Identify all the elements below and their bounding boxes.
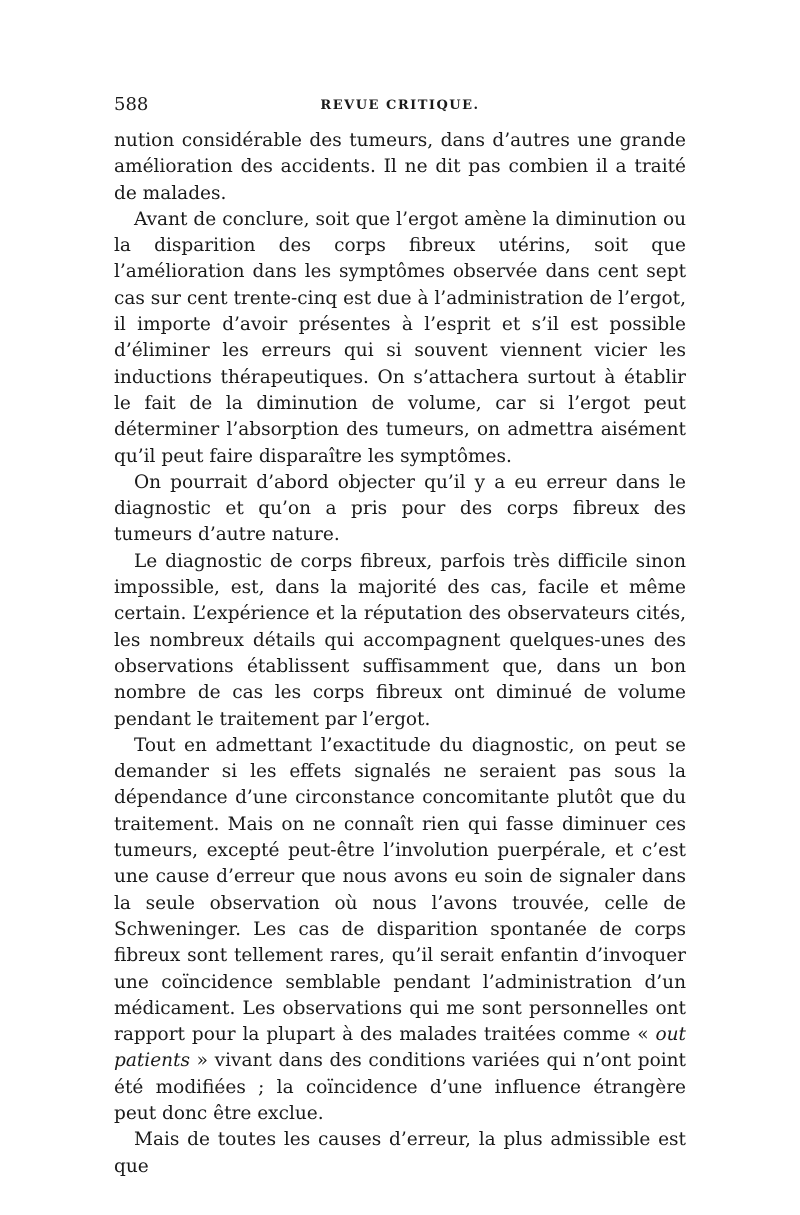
document-page: [114, 92, 686, 1180]
paragraph-5-text-after: » vivant dans des conditions variées qui n’ont point été modifiées ; la coïncidence d’une influence étrangère peut donc être exclue.: [114, 1050, 686, 1124]
running-title: REVUE CRITIQUE.: [320, 98, 480, 113]
paragraph-2-text: Avant de conclure, soit que l’ergot amène la diminution ou la disparition des corps fibreux utérins, soit que l’amélioration dans les symptômes observée dans cent sept cas sur cent trente-cinq est due à l’administration de l’ergot, il importe d’avoir présentes à l’esprit et s’il est possible d’éliminer les erreurs qui si souvent viennent vicier les inductions thérapeutiques. On s’attachera surtout à établir le fait de la diminution de volume, car si l’ergot peut déterminer l’absorption des tumeurs, on admettra aisément qu’il peut faire disparaître les symptômes.: [114, 208, 686, 467]
paragraph-6-text: Mais de toutes les causes d’erreur, la plus admissible est que: [114, 1129, 686, 1177]
paragraph-6: [114, 1127, 686, 1180]
paragraph-4-text: Le diagnostic de corps fibreux, parfois très difficile sinon impossible, est, dans la majorité des cas, facile et même certain. L’expérience et la réputation des observateurs cités, les nombreux détails qui accompagnent quelques-unes des observations établissent suffisamment que, dans un bon nombre de cas les corps fibreux ont diminué de volume pendant le traitement par l’ergot.: [114, 550, 686, 730]
paragraph-4: [114, 549, 686, 733]
paragraph-2: [114, 207, 686, 470]
paragraph-5: [114, 733, 686, 1127]
paragraph-5-italic-term: out patients: [114, 1024, 686, 1072]
paragraph-3: [114, 470, 686, 549]
page-number: 588: [114, 94, 149, 115]
running-head: [114, 92, 686, 122]
paragraph-5-text: Tout en admettant l’exactitude du diagnostic, on peut se demander si les effets signalés ne seraient pas sous la dépendance d’une circonstance concomitante plutôt que du traitement. Mais on ne connaît rien qui fasse diminuer ces tumeurs, excepté peut-être l’involution puerpérale, et c’est une cause d’erreur que nous avons eu soin de signaler dans la seule observation où nous l’avons trouvée, celle de Schweninger. Les cas de disparition spontanée de corps fibreux sont tellement rares, qu’il serait enfantin d’invoquer une coïncidence semblable pendant l’administration d’un médicament. Les observations qui me sont personnelles ont rapport pour la plupart à des malades traitées comme «: [114, 734, 686, 1046]
paragraph-3-text: On pourrait d’abord objecter qu’il y a eu erreur dans le diagnostic et qu’on a pris pour des corps fibreux des tumeurs d’autre nature.: [114, 471, 686, 546]
paragraph-1: [114, 128, 686, 207]
paragraph-1-text: nution considérable des tumeurs, dans d’autres une grande amélioration des accidents. Il ne dit pas combien il a traité de malades.: [114, 130, 686, 204]
